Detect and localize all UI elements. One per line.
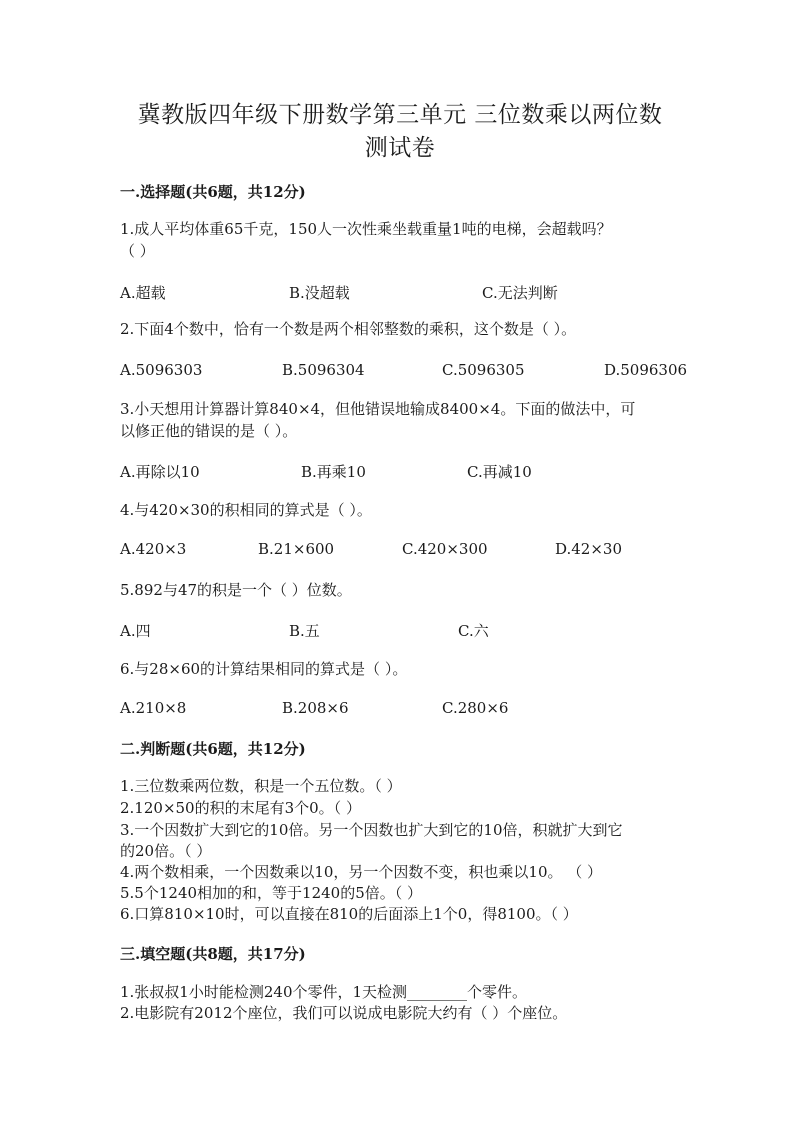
judge-line: 1.三位数乘两位数，积是一个五位数。（ ） <box>120 777 402 795</box>
option-c: C.六 <box>458 622 489 640</box>
option-c: C.再减10 <box>467 463 532 481</box>
option-a: A.5096303 <box>120 361 203 379</box>
fill-line: 1.张叔叔1小时能检测240个零件，1天检测________个零件。 <box>120 983 528 1001</box>
judge-line: 2.120×50的积的末尾有3个0。（ ） <box>120 799 361 817</box>
option-c: C.无法判断 <box>482 284 558 302</box>
question-line: 3.小天想用计算器计算840×4，但他错误地输成8400×4。下面的做法中，可 <box>120 400 636 418</box>
option-b: B.五 <box>289 622 320 640</box>
option-b: B.208×6 <box>282 699 349 717</box>
judge-line: 5.5个1240相加的和，等于1240的5倍。（ ） <box>120 884 423 902</box>
fill-line: 2.电影院有2012个座位，我们可以说成电影院大约有（ ）个座位。 <box>120 1004 568 1022</box>
page-title-line1: 冀教版四年级下册数学第三单元 三位数乘以两位数 <box>137 102 663 128</box>
option-a: A.210×8 <box>120 699 187 717</box>
section-heading-judge: 二.判断题(共6题，共12分) <box>120 740 306 758</box>
question-line: 以修正他的错误的是（ ）。 <box>120 422 298 440</box>
option-a: A.再除以10 <box>120 463 200 481</box>
judge-line: 4.两个数相乘，一个因数乘以10，另一个因数不变，积也乘以10。 （ ） <box>120 863 603 881</box>
question-line: 1.成人平均体重65千克，150人一次性乘坐载重量1吨的电梯，会超载吗？ <box>120 220 612 238</box>
option-c: C.280×6 <box>442 699 509 717</box>
question-line: 2.下面4个数中，恰有一个数是两个相邻整数的乘积，这个数是（ ）。 <box>120 320 577 338</box>
question-line: 5.892与47的积是一个（ ）位数。 <box>120 581 352 599</box>
option-b: B.再乘10 <box>301 463 366 481</box>
section-heading-fill: 三.填空题(共8题，共17分) <box>120 945 306 963</box>
option-d: D.42×30 <box>555 540 623 558</box>
option-a: A.420×3 <box>120 540 187 558</box>
question-line: 6.与28×60的计算结果相同的算式是（ ）。 <box>120 660 408 678</box>
section-heading-choice: 一.选择题(共6题，共12分) <box>120 183 306 201</box>
option-a: A.超载 <box>120 284 166 302</box>
option-b: B.21×600 <box>258 540 335 558</box>
question-line: （ ） <box>120 242 155 260</box>
option-c: C.420×300 <box>402 540 488 558</box>
option-d: D.5096306 <box>604 361 688 379</box>
page-title-line2: 测试卷 <box>364 135 436 161</box>
judge-line: 的20倍。（ ） <box>120 842 212 860</box>
judge-line: 3.一个因数扩大到它的10倍。另一个因数也扩大到它的10倍，积就扩大到它 <box>120 821 623 839</box>
judge-line: 6.口算810×10时，可以直接在810的后面添上1个0，得8100。（ ） <box>120 905 578 923</box>
option-b: B.没超载 <box>289 284 350 302</box>
option-c: C.5096305 <box>442 361 525 379</box>
question-line: 4.与420×30的积相同的算式是（ ）。 <box>120 501 372 519</box>
option-b: B.5096304 <box>282 361 365 379</box>
option-a: A.四 <box>120 622 151 640</box>
